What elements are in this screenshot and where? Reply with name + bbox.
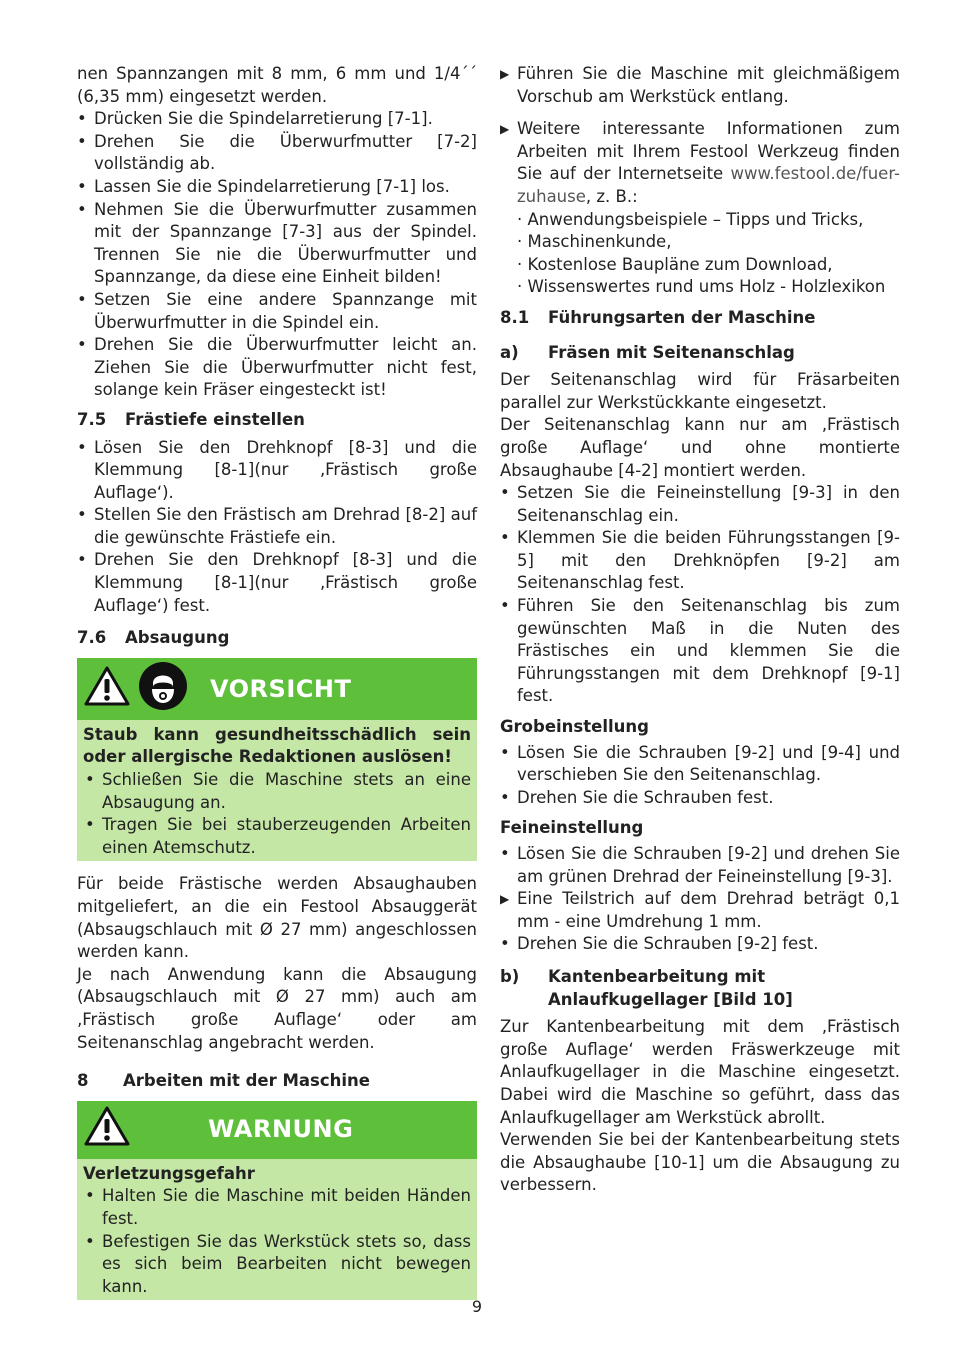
- left-column: [77, 63, 477, 1306]
- vorsicht-header: [77, 658, 477, 720]
- absaugung-paragraph-2: Je nach Anwendung kann die Absaugung (Absaugschlauch mit Ø 27 mm) auch am ‚Frästisch große Auflage‘ oder am Seitenanschlag angebracht werden.: [77, 964, 477, 1052]
- list-item: • Drücken Sie die Spindelarretierung [7-1].: [77, 109, 433, 129]
- list-item: • Setzen Sie eine andere Spannzange mit Überwurfmutter in die Spindel ein.: [77, 289, 477, 332]
- warnung-body: [77, 1159, 477, 1301]
- list-item: • Stellen Sie den Frästisch am Drehrad [8-2] auf die gewünschte Frästiefe ein.: [77, 505, 477, 547]
- warning-triangle-icon: [84, 665, 130, 714]
- list-item: • Halten Sie die Maschine mit beiden Händen fest.: [85, 1186, 471, 1228]
- arrow-icon: ▶: [500, 67, 510, 81]
- info-list: [500, 209, 900, 299]
- list-item: · Wissenswertes rund ums Holz - Holzlexikon: [517, 277, 886, 297]
- section-heading-7-5: 7.5 Frästiefe einstellen: [77, 409, 305, 429]
- grobeinstellung-heading: Grobeinstellung: [500, 717, 649, 737]
- arrow-item: ▶ Eine Teilstrich auf dem Drehrad beträgt 0,1 mm - eine Umdrehung 1 mm.: [500, 888, 900, 933]
- list-item: • Drehen Sie die Schrauben fest.: [500, 787, 774, 807]
- intro-text: nen Spannzangen mit 8 mm, 6 mm und 1/4´´ (6,35 mm) eingesetzt werden.: [77, 64, 477, 106]
- list-item: • Drehen Sie die Überwurfmutter leicht an. Ziehen Sie die Überwurfmutter nicht fest, solange kein Fräser eingesteckt ist!: [77, 335, 477, 400]
- list-item: · Anwendungsbeispiele – Tipps und Tricks,: [517, 209, 864, 229]
- page-number: 9: [471, 1297, 483, 1316]
- warnung-header: [77, 1101, 477, 1159]
- vorsicht-lead: Staub kann gesundheitsschädlich sein oder allergische Redaktionen auslösen!: [83, 724, 471, 767]
- respirator-mask-icon: [138, 661, 188, 718]
- list-item: • Nehmen Sie die Überwurfmutter zusammen mit der Spannzange [7-3] aus der Spindel. Trennen Sie nie die Überwurfmutter und Spannzange, da diese eine Einheit bilden!: [77, 199, 477, 287]
- list-item: • Schließen Sie die Maschine stets an eine Absaugung an.: [85, 770, 471, 812]
- warning-triangle-icon: [84, 1105, 130, 1154]
- arrow-item: ▶ Führen Sie die Maschine mit gleichmäßigem Vorschub am Werkstück entlang.: [500, 63, 900, 108]
- kantenbearbeitung-paragraph-2: Verwenden Sie bei der Kantenbearbeitung stets die Absaughaube [10-1] um die Absaugung zu verbessern.: [500, 1130, 900, 1195]
- list-item: • Setzen Sie die Feineinstellung [9-3] in den Seitenanschlag ein.: [500, 483, 900, 525]
- warnung-lead: Verletzungsgefahr: [83, 1163, 255, 1183]
- list-item: • Lösen Sie die Schrauben [9-2] und drehen Sie am grünen Drehrad der Feineinstellung [9-3].: [500, 844, 900, 886]
- seitenanschlag-paragraph-1: Der Seitenanschlag wird für Fräsarbeiten parallel zur Werkstückkante eingesetzt.: [500, 370, 900, 412]
- list-item: · Maschinenkunde,: [517, 232, 672, 252]
- section-heading-a: a) Fräsen mit Seitenanschlag: [500, 342, 795, 362]
- list-item: • Führen Sie den Seitenanschlag bis zum gewünschten Maß in die Nuten des Frästisches ein und klemmen Sie die Führungsstangen mit dem Drehknopf [9-1] fest.: [500, 596, 900, 706]
- arrow-item: ▶ Weitere interessante Informationen zum Arbeiten mit Ihrem Festool Werkzeug finden Sie auf der Internetseite www.festool.de/fuer-zuhause, z. B.:: [500, 118, 900, 208]
- section-heading-8-1: 8.1 Führungsarten der Maschine: [500, 307, 816, 327]
- vorsicht-label: VORSICHT: [210, 674, 352, 703]
- absaugung-paragraph-1: Für beide Frästische werden Absaughauben mitgeliefert, an die ein Festool Absauggerät (Absaugschlauch mit Ø 27 mm) angeschlossen werden kann.: [77, 874, 477, 962]
- festool-link[interactable]: www.festool.de/fuer-zuhause: [517, 164, 900, 206]
- right-column: [500, 63, 900, 1197]
- arrow-icon: ▶: [500, 892, 510, 907]
- list-item: • Drehen Sie die Überwurfmutter [7-2] vollständig ab.: [77, 131, 477, 174]
- list-item: • Drehen Sie den Drehknopf [8-3] und die Klemmung [8-1](nur ‚Frästisch große Auflage‘) fest.: [77, 550, 477, 615]
- warnung-label: WARNUNG: [208, 1115, 354, 1144]
- section-heading-8: 8 Arbeiten mit der Maschine: [77, 1071, 370, 1091]
- kantenbearbeitung-paragraph-1: Zur Kantenbearbeitung mit dem ‚Frästisch große Auflage‘ werden Fräswerkzeuge mit Anlaufkugellager in die Maschine eingesetzt. Dabei wird die Maschine so geführt, dass das Anlaufkugellager am Werkstück abrollt.: [500, 1017, 900, 1127]
- list-item: • Klemmen Sie die beiden Führungsstangen [9-5] mit den Drehknöpfen [9-2] am Seitenanschlag fest.: [500, 528, 900, 593]
- list-item: • Lassen Sie die Spindelarretierung [7-1] los.: [77, 176, 450, 196]
- vorsicht-box: [77, 658, 477, 862]
- list-item: • Lösen Sie die Schrauben [9-2] und [9-4] und verschieben Sie den Seitenanschlag.: [500, 742, 900, 785]
- arrow-icon: ▶: [500, 122, 510, 137]
- list-item: • Drehen Sie die Schrauben [9-2] fest.: [500, 934, 819, 954]
- section-heading-7-6: 7.6 Absaugung: [77, 628, 230, 648]
- list-item: · Kostenlose Baupläne zum Download,: [517, 254, 833, 274]
- frastiefe-steps: [77, 437, 477, 618]
- feineinstellung-heading: Feineinstellung: [500, 818, 644, 838]
- vorsicht-body: [77, 720, 477, 862]
- list-item: • Befestigen Sie das Werkstück stets so, dass es sich beim Bearbeiten nicht bewegen kann.: [85, 1231, 471, 1296]
- section-heading-b: b) Kantenbearbeitung mit Anlaufkugellager [Bild 10]: [500, 966, 793, 1009]
- list-item: • Lösen Sie den Drehknopf [8-3] und die Klemmung [8-1](nur ‚Frästisch große Auflage‘).: [77, 437, 477, 502]
- list-item: • Tragen Sie bei stauberzeugenden Arbeiten einen Atemschutz.: [85, 815, 471, 857]
- warnung-box: [77, 1101, 477, 1301]
- seitenanschlag-paragraph-2: Der Seitenanschlag kann nur am ‚Frästisch große Auflage‘ und ohne montierte Absaughaube [4-2] montiert werden.: [500, 415, 900, 480]
- spannzangen-steps: [77, 108, 477, 402]
